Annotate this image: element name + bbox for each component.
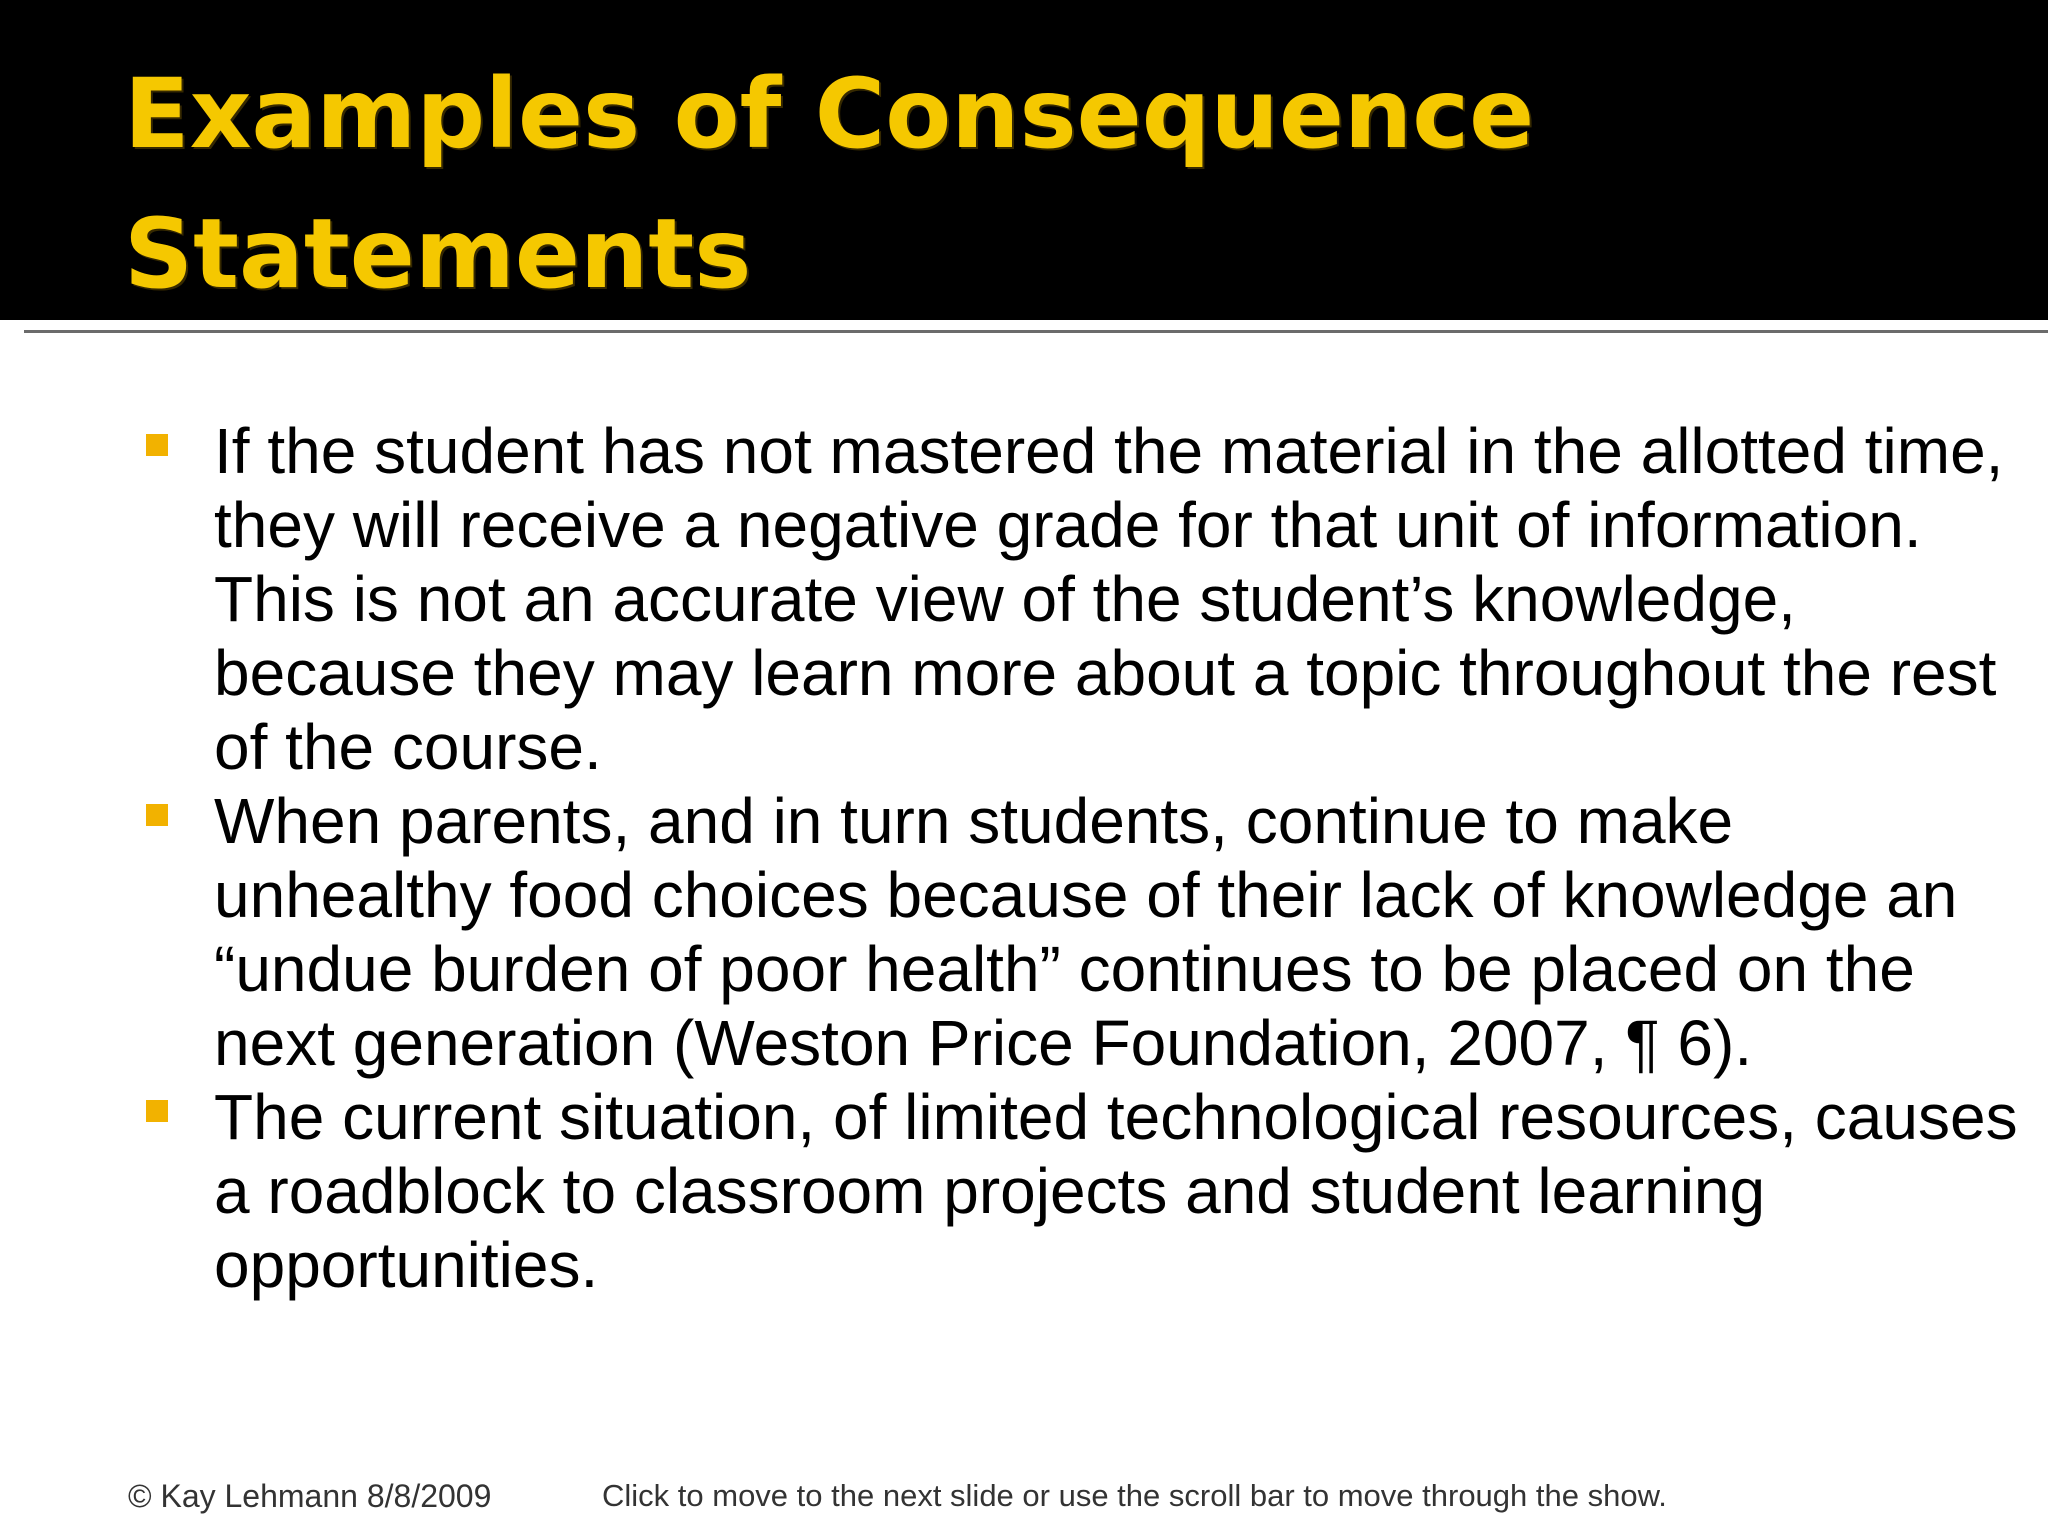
slide-title: Examples of Consequence Statements xyxy=(124,58,1535,310)
footer-copyright: © Kay Lehmann 8/8/2009 xyxy=(128,1478,492,1514)
bullet-list xyxy=(144,414,2024,1302)
bullet-text: When parents, and in turn students, continue to make unhealthy food choices because of their lack of knowledge an “undue burden of poor health” continues to be placed on the next generation (Weston Price Foundation, 2007, ¶ 6). xyxy=(214,785,1958,1079)
title-divider xyxy=(24,330,2048,333)
bullet-item xyxy=(144,784,2024,1080)
bullet-text: If the student has not mastered the material in the allotted time, they will receive a negative grade for that unit of information. This is not an accurate view of the student’s knowledge, because they may learn more about a topic throughout the rest of the course. xyxy=(214,415,2004,783)
square-bullet-icon xyxy=(146,434,168,456)
bullet-item xyxy=(144,1080,2024,1302)
square-bullet-icon xyxy=(146,1100,168,1122)
bullet-text: The current situation, of limited technological resources, causes a roadblock to classroom projects and student learning opportunities. xyxy=(214,1081,2018,1301)
footer-navigation-hint: Click to move to the next slide or use the scroll bar to move through the show. xyxy=(602,1478,1667,1513)
title-bar xyxy=(0,0,2048,320)
bullet-item xyxy=(144,414,2024,784)
square-bullet-icon xyxy=(146,804,168,826)
